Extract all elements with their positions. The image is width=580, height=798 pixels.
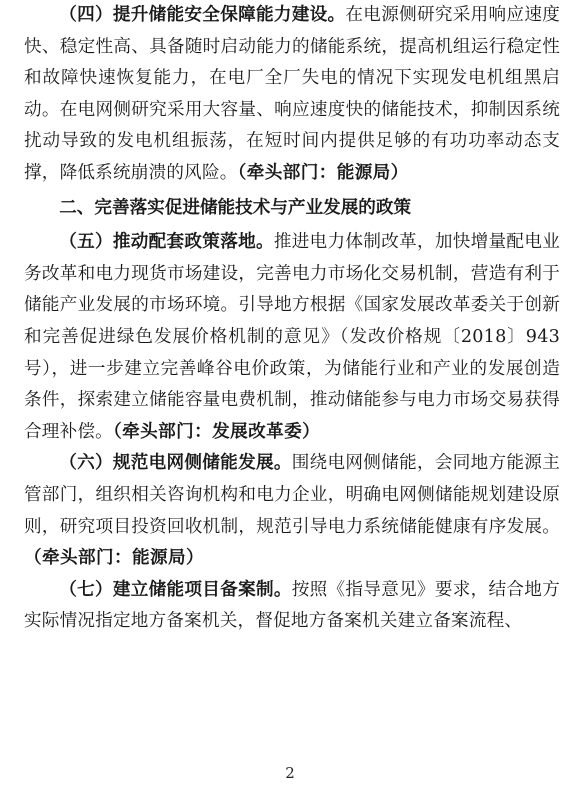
- paragraph-section-6: [24, 448, 560, 574]
- section-6-dept: （牵头部门：能源局）: [24, 548, 204, 569]
- section-heading-2: 二、完善落实促进储能技术与产业发展的政策: [59, 197, 412, 218]
- section-5-dept: （牵头部门：发展改革委）: [112, 421, 321, 442]
- page-number: 2: [285, 764, 295, 782]
- section-5-lead: （五）推动配套政策落地。: [59, 232, 274, 253]
- section-7-body: 按照《指导意见》要求，结合地方实际情况指定地方备案机关，督促地方备案机关建立备案流程、: [24, 579, 560, 632]
- paragraph-section-5: [24, 227, 560, 448]
- paragraph-section-7: [24, 575, 560, 638]
- section-6-body: 围绕电网侧储能，会同地方能源主管部门，组织相关咨询机构和电力企业，明确电网侧储能规划建设原则，研究项目投资回收机制，规范引导电力系统储能健康有序发展。: [24, 453, 560, 537]
- section-4-body: 在电源侧研究采用响应速度快、稳定性高、具备随时启动能力的储能系统，提高机组运行稳定性和故障快速恢复能力，在电厂全厂失电的情况下实现发电机组黑启动。在电网侧研究采用大容量、响应速度快的储能技术，抑制因系统扰动导致的发电机组振荡，在短时间内提供足够的有功功率动态支撑，降低系统崩溃的风险。: [24, 5, 560, 183]
- section-4-dept: （牵头部门：能源局）: [237, 162, 409, 183]
- document-page: [24, 0, 560, 638]
- paragraph-section-4: [24, 0, 560, 190]
- section-5-body: 推进电力体制改革，加快增量配电业务改革和电力现货市场建设，完善电力市场化交易机制，营造有利于储能产业发展的市场环境。引导地方根据《国家发展改革委关于创新和完善促进绿色发展价格机制的意见》（发改价格规〔2018〕943号），进一步建立完善峰谷电价政策，为储能行业和产业的发展创造条件，探索建立储能容量电费机制，推动储能参与电力市场交易获得合理补偿。: [24, 232, 561, 442]
- section-7-lead: （七）建立储能项目备案制。: [59, 579, 292, 600]
- section-6-lead: （六）规范电网侧储能发展。: [59, 453, 292, 474]
- section-4-lead: （四）提升储能安全保障能力建设。: [59, 5, 346, 25]
